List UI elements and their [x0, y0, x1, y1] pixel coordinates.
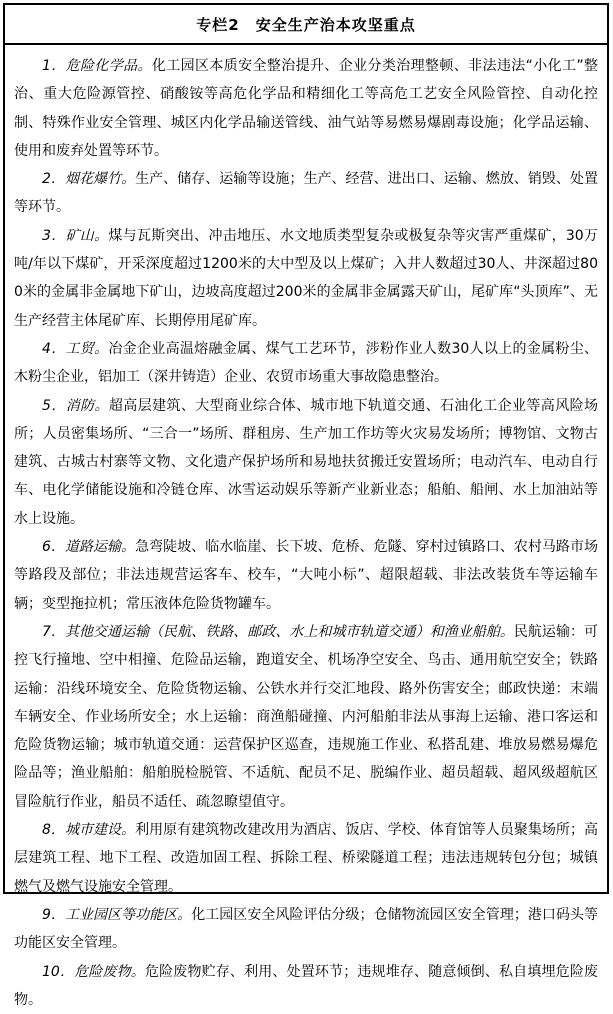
item-label: 4．工贸。	[42, 341, 108, 357]
item-label: 1．危险化学品。	[42, 58, 152, 74]
list-item	[14, 165, 598, 222]
panel-title: 专栏2 安全生产治本攻坚重点	[5, 5, 607, 45]
item-label: 8．城市建设。	[42, 822, 135, 838]
item-text: 化工园区安全风险评估分级；仓储物流园区安全管理；港口码头等功能区安全管理。	[14, 907, 598, 951]
item-text: 冶金企业高温熔融金属、煤气工艺环节，涉粉作业人数30人以上的金属粉尘、木粉尘企业，铝加工（深井铸造）企业、农贸市场重大事故隐患整治。	[14, 341, 598, 385]
list-item	[14, 335, 598, 392]
list-item	[14, 816, 598, 901]
item-text: 危险废物贮存、利用、处置环节；违规堆存、随意倾倒、私自填埋危险废物。	[14, 964, 598, 1008]
list-item	[14, 222, 598, 335]
item-text: 生产、储存、运输等设施；生产、经营、进出口、运输、燃放、销毁、处置等环节。	[14, 171, 598, 215]
item-label: 6．道路运输。	[42, 539, 135, 555]
item-label: 10．危险废物。	[42, 964, 145, 980]
panel-body	[5, 45, 607, 1014]
item-text: 超高层建筑、大型商业综合体、城市地下轨道交通、石油化工企业等高风险场所；人员密集场所、“三合一”场所、群租房、生产加工作坊等火灾易发场所；博物馆、文物古建筑、古城古村寨等文物、文化遗产保护场所和易地扶贫搬迁安置场所；电动汽车、电动自行车、电化学储能设施和冷链仓库、冰雪运动娱乐等新产业新业态；船舶、船闸、水上加油站等水上设施。	[14, 398, 598, 527]
list-item	[14, 392, 598, 533]
item-label: 9．工业园区等功能区。	[42, 907, 191, 923]
item-label: 3．矿山。	[42, 228, 108, 244]
item-text: 煤与瓦斯突出、冲击地压、水文地质类型复杂或极复杂等灾害严重煤矿，30万吨/年以下煤矿，开采深度超过1200米的大中型及以上煤矿；入井人数超过30人、井深超过800米的金属非金属地下矿山，边坡高度超过200米的金属非金属露天矿山，尾矿库“头顶库”、无生产经营主体尾矿库、长期停用尾矿库。	[14, 228, 598, 329]
item-text: 化工园区本质安全整治提升、企业分类治理整顿、非法违法“小化工”整治、重大危险源管控、硝酸铵等高危化学品和精细化工等高危工艺安全风险管控、自动化控制、特殊作业安全管理、城区内化学品输送管线、油气站等易燃易爆剧毒设施；化学品运输、使用和废弃处置等环节。	[14, 58, 598, 159]
item-text: 民航运输：可控飞行撞地、空中相撞、危险品运输，跑道安全、机场净空安全、鸟击、通用航空安全；铁路运输：沿线环境安全、危险货物运输、公铁水并行交汇地段、路外伤害安全；邮政快递：末端车辆安全、作业场所安全；水上运输：商渔船碰撞、内河船舶非法从事海上运输、港口客运和危险货物运输；城市轨道交通：运营保护区巡查，违规施工作业、私搭乱建、堆放易燃易爆危险品等；渔业船舶：船舶脱检脱管、不适航、配员不足、脱编作业、超员超载、超风级超航区冒险航行作业，船员不适任、疏忽瞭望值守。	[14, 624, 598, 810]
item-text: 急弯陡坡、临水临崖、长下坡、危桥、危隧、穿村过镇路口、农村马路市场等路段及部位；非法违规营运客车、校车，“大吨小标”、超限超载、非法改装货车等运输车辆；变型拖拉机；常压液体危险货物罐车。	[14, 539, 598, 612]
list-item	[14, 958, 598, 1014]
item-label: 7．其他交通运输（民航、铁路、邮政、水上和城市轨道交通）和渔业船舶。	[42, 624, 514, 640]
item-text: 利用原有建筑物改建改用为酒店、饭店、学校、体育馆等人员聚集场所；高层建筑工程、地下工程、改造加固工程、拆除工程、桥梁隧道工程；违法违规转包分包；城镇燃气及燃气设施安全管理。	[14, 822, 598, 895]
list-item	[14, 533, 598, 618]
item-label: 2．烟花爆竹。	[42, 171, 135, 187]
list-item	[14, 52, 598, 165]
list-item	[14, 618, 598, 816]
column-panel	[3, 3, 609, 894]
item-label: 5．消防。	[42, 398, 109, 414]
list-item	[14, 901, 598, 958]
